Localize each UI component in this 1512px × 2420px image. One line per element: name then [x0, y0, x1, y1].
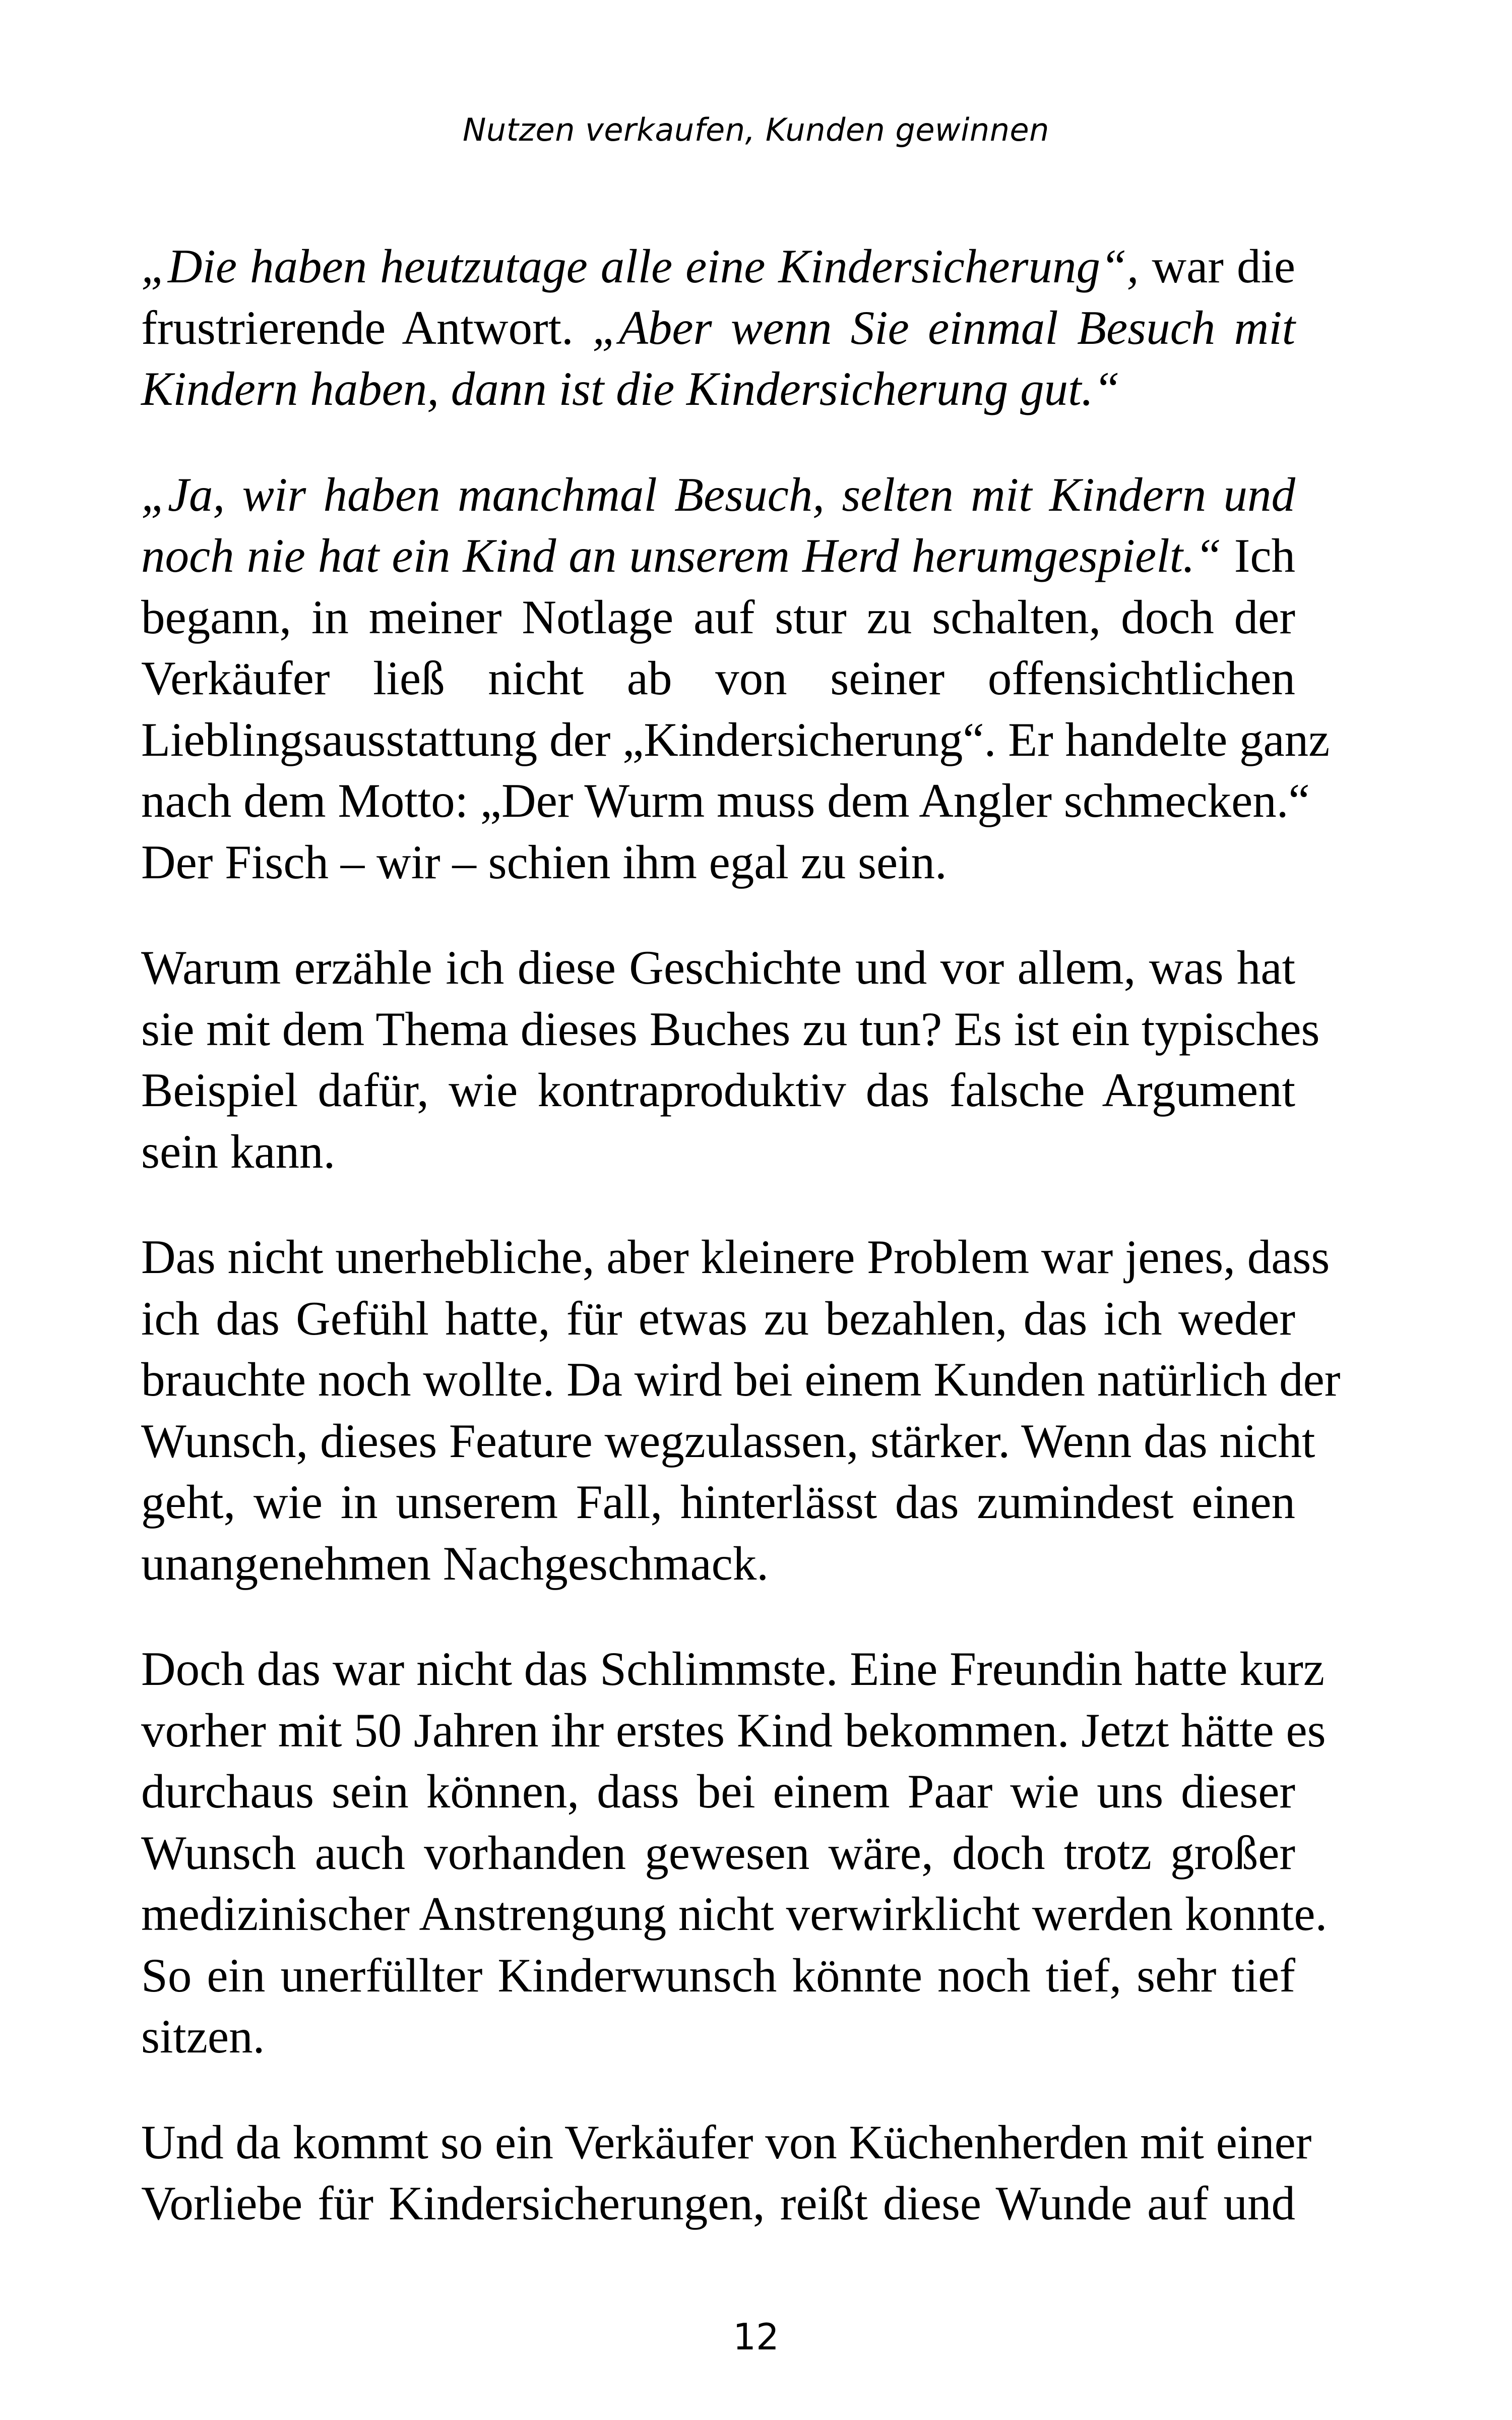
- text-line: [141, 464, 1295, 526]
- italic-quote: noch nie hat ein Kind an unserem Herd herumgespielt.“: [141, 529, 1222, 582]
- text-run: Verkäufer ließ nicht ab von seiner offensichtlichen: [141, 651, 1295, 705]
- text-line: [141, 1060, 1295, 1121]
- text-line: [141, 358, 1295, 420]
- page-number: 12: [733, 2316, 779, 2358]
- text-run: ich das Gefühl hatte, für etwas zu bezahlen, das ich weder: [141, 1291, 1295, 1345]
- text-line: [141, 2112, 1312, 2173]
- text-line: [141, 1227, 1330, 1288]
- text-line: [141, 525, 1295, 587]
- text-run: war die: [1139, 239, 1296, 293]
- text-run: Wunsch, dieses Feature wegzulassen, stärker. Wenn das nicht: [141, 1414, 1315, 1468]
- text-run: Der Fisch – wir – schien ihm egal zu sein.: [141, 835, 947, 889]
- text-run: Warum erzähle ich diese Geschichte und vor allem, was hat: [141, 941, 1295, 994]
- italic-quote: Kindern haben, dann ist die Kindersicherung gut.“: [141, 362, 1120, 415]
- paragraph: [141, 2112, 1312, 2234]
- text-line: [141, 1411, 1315, 1472]
- text-run: brauchte noch wollte. Da wird bei einem Kunden natürlich der: [141, 1353, 1341, 1406]
- text-run: medizinischer Anstrengung nicht verwirklicht werden konnte.: [141, 1887, 1328, 1941]
- text-run: durchaus sein können, dass bei einem Paar wie uns dieser: [141, 1765, 1295, 1818]
- text-run: unangenehmen Nachgeschmack.: [141, 1536, 769, 1590]
- text-run: sein kann.: [141, 1124, 336, 1178]
- text-line: [141, 297, 1295, 359]
- text-line: [141, 1472, 1295, 1533]
- italic-quote: „Ja, wir haben manchmal Besuch, selten mit Kindern und: [141, 467, 1295, 521]
- text-line: [141, 2006, 1295, 2068]
- text-line: [141, 1823, 1295, 1884]
- text-line: [141, 709, 1330, 771]
- text-line: [141, 2173, 1295, 2234]
- paragraph: [141, 464, 1330, 893]
- paragraph: [141, 1639, 1328, 2068]
- text-line: [141, 999, 1320, 1060]
- text-run: geht, wie in unserem Fall, hinterlässt das zumindest einen: [141, 1475, 1295, 1529]
- text-run: So ein unerfüllter Kinderwunsch könnte noch tief, sehr tief: [141, 1948, 1295, 2002]
- text-run: nach dem Motto: „Der Wurm muss dem Angler schmecken.“: [141, 774, 1310, 827]
- running-header: Nutzen verkaufen, Kunden gewinnen: [463, 111, 1049, 148]
- text-run: vorher mit 50 Jahren ihr erstes Kind bekommen. Jetzt hätte es: [141, 1703, 1326, 1757]
- text-run: Vorliebe für Kindersicherungen, reißt diese Wunde auf und: [141, 2176, 1295, 2230]
- text-line: [141, 587, 1295, 648]
- text-line: [141, 1639, 1325, 1700]
- text-line: [141, 1533, 1295, 1595]
- text-line: [141, 832, 1295, 893]
- text-run: begann, in meiner Notlage auf stur zu schalten, doch der: [141, 590, 1295, 644]
- text-line: [141, 1761, 1295, 1823]
- text-line: [141, 1700, 1326, 1762]
- text-run: sie mit dem Thema dieses Buches zu tun? Es ist ein typisches: [141, 1002, 1320, 1056]
- text-run: Lieblingsausstattung der „Kindersicherung“. Er handelte ganz: [141, 712, 1330, 766]
- text-run: sitzen.: [141, 2010, 265, 2063]
- text-line: [141, 770, 1310, 832]
- text-run: Doch das war nicht das Schlimmste. Eine Freundin hatte kurz: [141, 1642, 1325, 1696]
- text-run: Das nicht unerhebliche, aber kleinere Problem war jenes, dass: [141, 1230, 1330, 1284]
- paragraph: [141, 236, 1295, 420]
- text-run: Und da kommt so ein Verkäufer von Küchenherden mit einer: [141, 2115, 1312, 2169]
- text-line: [141, 648, 1295, 709]
- body-text: [141, 236, 1341, 2234]
- text-line: [141, 1349, 1341, 1411]
- italic-quote: „Aber wenn Sie einmal Besuch mit: [592, 300, 1295, 354]
- text-run: Ich: [1221, 529, 1295, 582]
- text-line: [141, 1121, 1295, 1183]
- text-run: frustrierende Antwort.: [141, 300, 593, 354]
- italic-quote: „Die haben heutzutage alle eine Kindersicherung“,: [141, 239, 1139, 293]
- text-line: [141, 236, 1295, 297]
- text-run: Beispiel dafür, wie kontraproduktiv das falsche Argument: [141, 1063, 1295, 1117]
- text-line: [141, 1945, 1295, 2007]
- text-line: [141, 1288, 1295, 1350]
- paragraph: [141, 937, 1320, 1182]
- text-run: Wunsch auch vorhanden gewesen wäre, doch trotz großer: [141, 1826, 1295, 1880]
- text-line: [141, 1884, 1328, 1945]
- text-line: [141, 937, 1295, 999]
- paragraph: [141, 1227, 1341, 1594]
